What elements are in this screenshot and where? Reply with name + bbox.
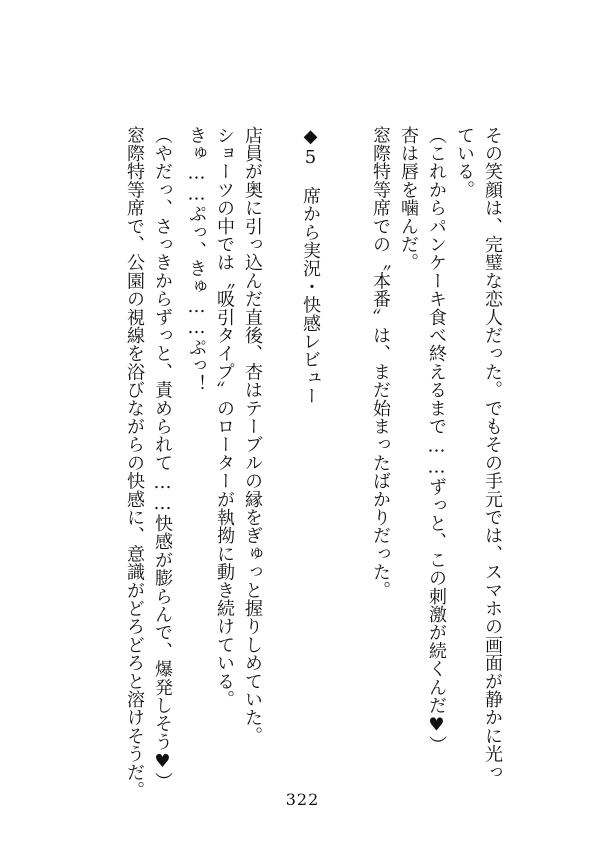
text-line: 杏は唇を噛んだ。 xyxy=(398,126,419,272)
text-line: 窓際特等席での〝本番〟は、まだ始まったばかりだった。 xyxy=(370,126,391,600)
text-line: （これからパンケーキ食べ終えるまで……ずっと、この刺激が続くんだ♥） xyxy=(426,126,447,754)
text-line: きゅ……ぷっ、きゅ……ぷっ！ xyxy=(186,126,207,393)
text-line: ショーツの中では〝吸引タイプ〟のローターが執拗に動き続けている。 xyxy=(214,126,235,709)
text-line: （やだっ、さっきからずっと、責められて……快感が膨らんで、爆発しそう♥） xyxy=(152,126,173,791)
blank-line xyxy=(338,126,366,756)
text-line: 窓際特等席で、公園の視線を浴びながらの快感に、意識がどろどろと溶けそうだ。 xyxy=(124,126,145,800)
blank-line xyxy=(268,126,296,756)
section-heading: ◆5 席から実況・快感レビュー xyxy=(300,126,321,405)
text-line: その笑顔は、完璧な恋人だった。でもその手元では、スマホの画面が静かに光っ xyxy=(482,126,503,782)
text-line: ている。 xyxy=(454,126,475,199)
text-line: 店員が奥に引っ込んだ直後、杏はテーブルの縁をぎゅっと握りしめていた。 xyxy=(242,126,263,745)
page-number: 322 xyxy=(285,790,320,809)
